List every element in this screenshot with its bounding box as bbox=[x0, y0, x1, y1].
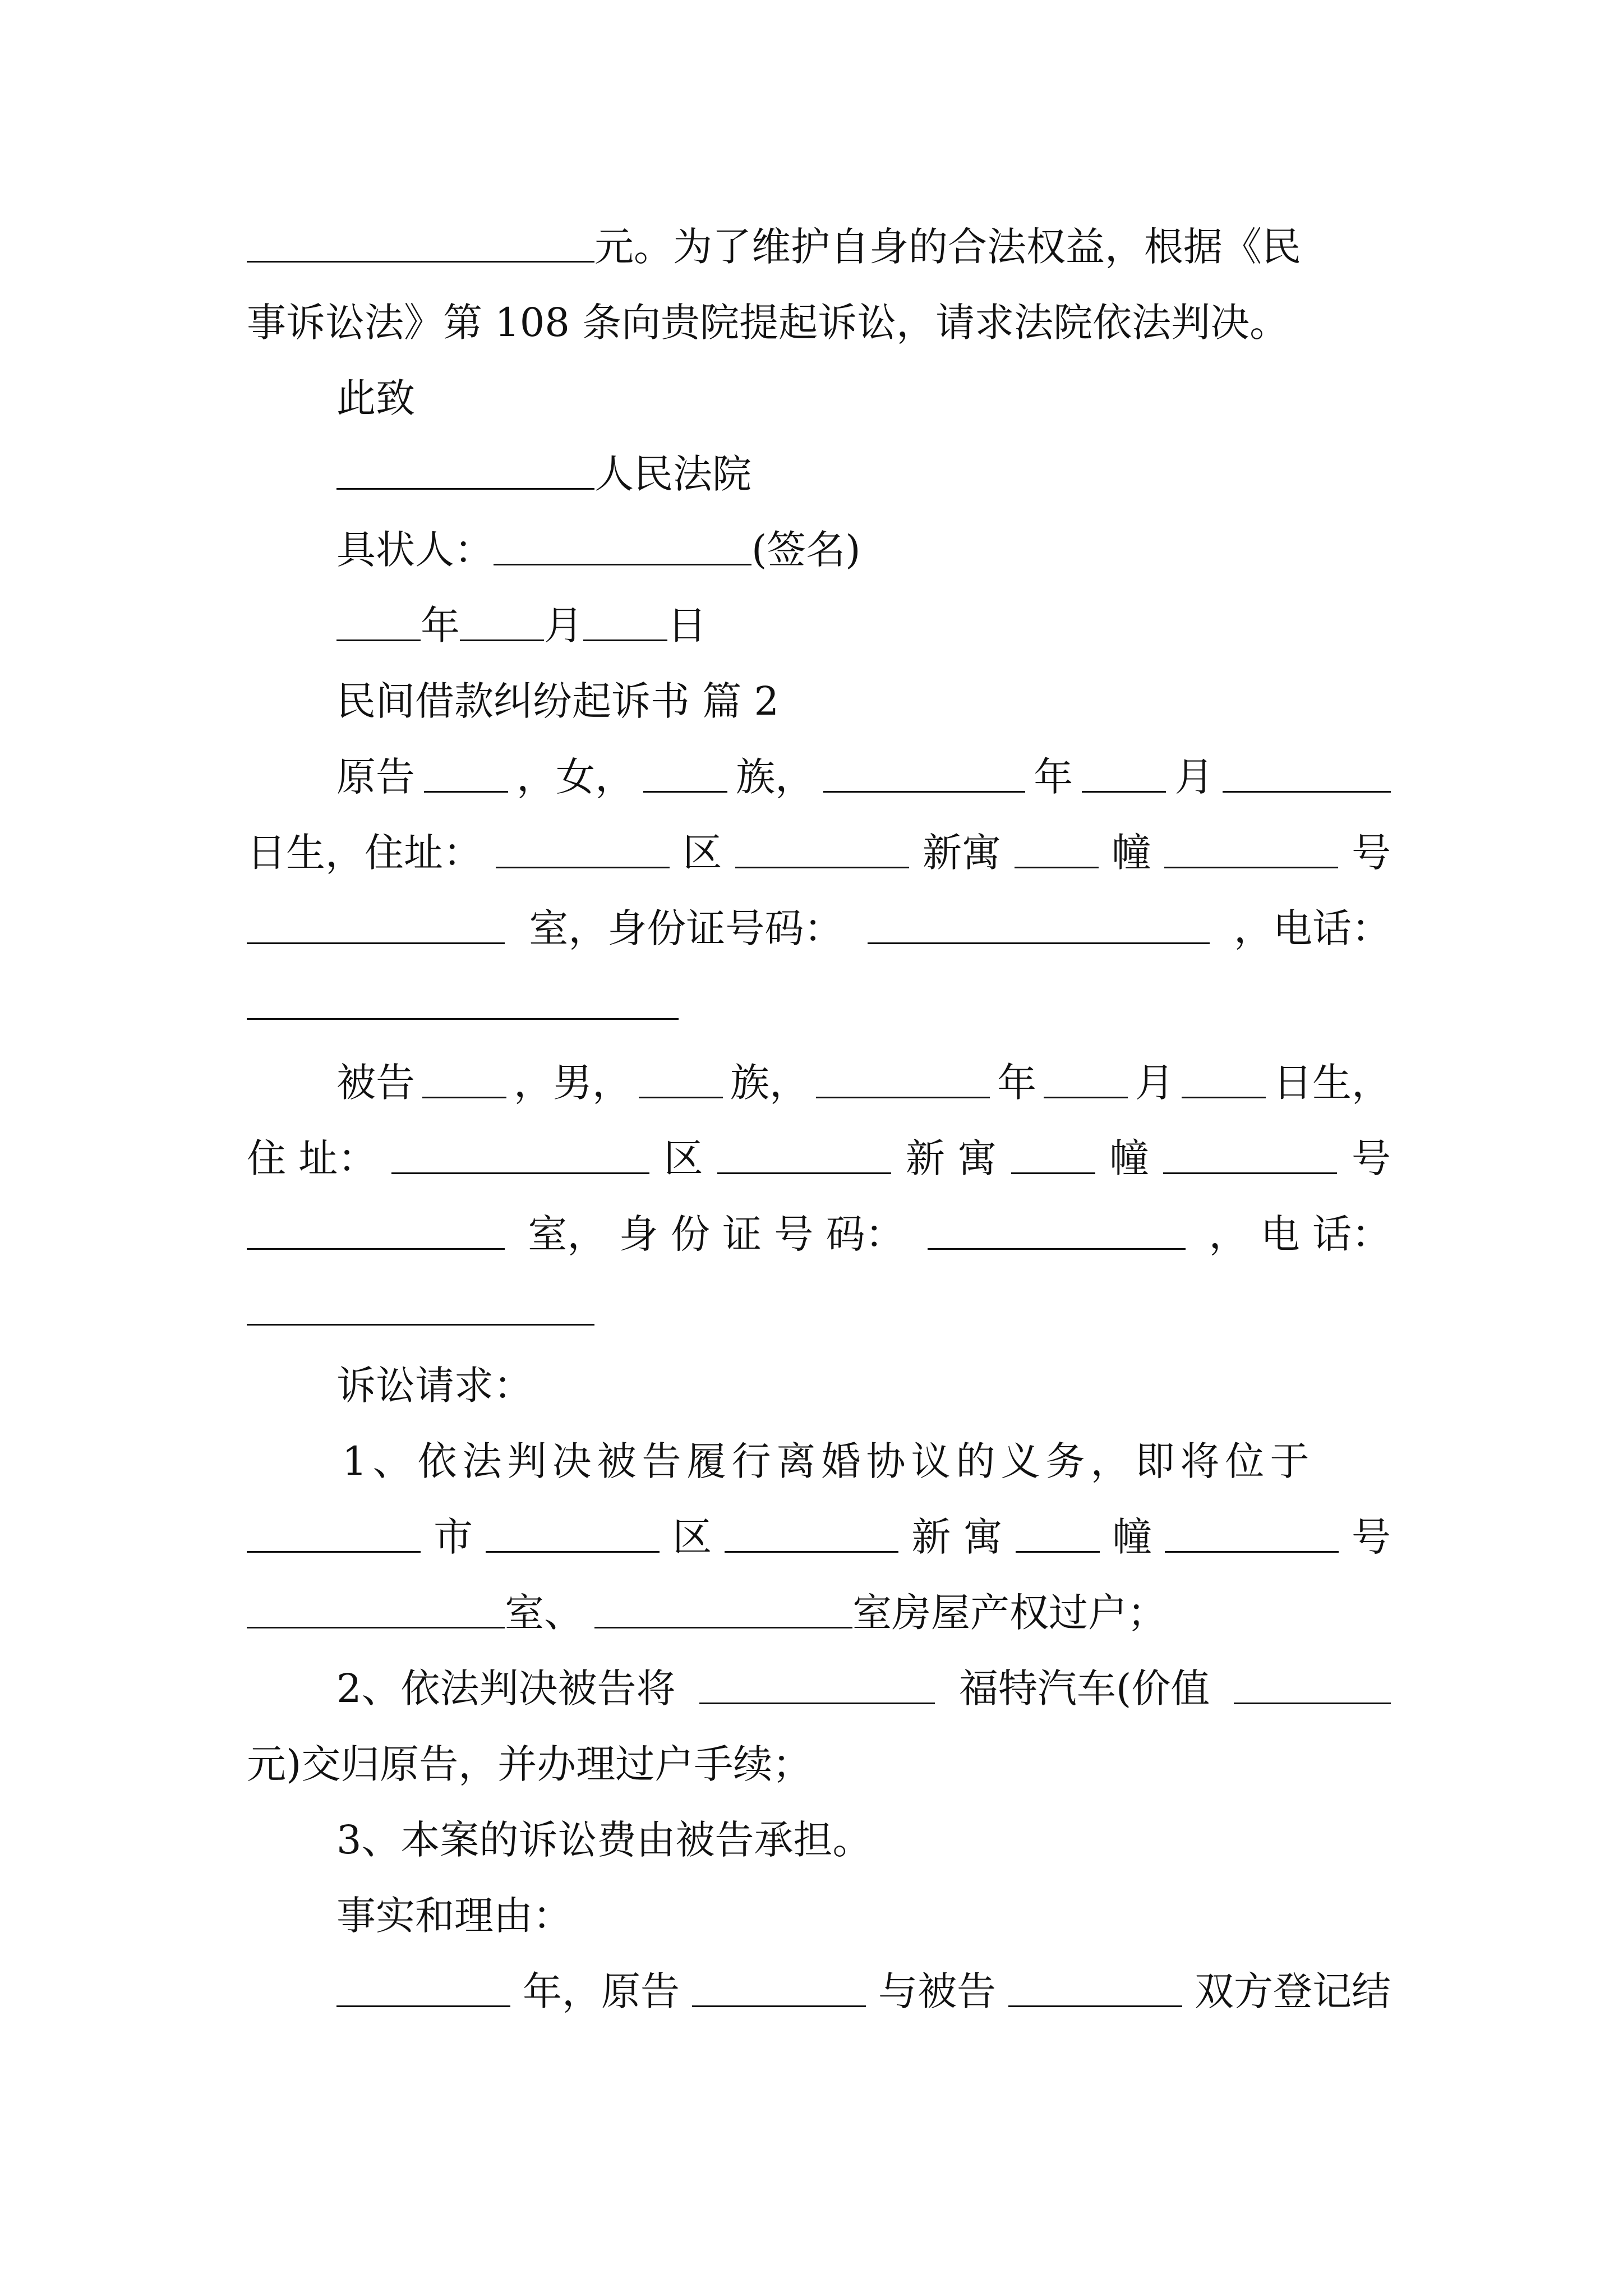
text-segment: 月 bbox=[1174, 754, 1214, 800]
text-line bbox=[247, 1130, 1391, 1192]
fill-blank bbox=[247, 1512, 421, 1553]
fill-blank bbox=[424, 752, 508, 793]
text-segment: 族， bbox=[736, 754, 815, 800]
fill-blank bbox=[816, 1057, 990, 1098]
fill-blank bbox=[1182, 1057, 1266, 1098]
text-line bbox=[247, 1282, 1391, 1343]
text-line bbox=[336, 1812, 1391, 1874]
fill-blank bbox=[583, 600, 667, 641]
text-line bbox=[247, 1585, 1391, 1646]
fill-blank bbox=[1223, 752, 1391, 793]
text-line bbox=[247, 295, 1391, 356]
fill-blank bbox=[336, 449, 594, 490]
text-segment: 2、依法判决被告将 bbox=[336, 1665, 676, 1711]
text-line bbox=[336, 673, 1391, 735]
text-segment: 年 bbox=[421, 602, 460, 648]
text-segment: 3、本案的诉讼费由被告承担。 bbox=[336, 1817, 872, 1863]
text-segment: 日生，住址： bbox=[247, 830, 482, 876]
text-segment: 室房屋产权过户； bbox=[852, 1590, 1166, 1636]
fill-blank bbox=[247, 1285, 594, 1326]
text-segment: 年 bbox=[1034, 754, 1073, 800]
fill-blank bbox=[1165, 1512, 1339, 1553]
text-line bbox=[342, 1433, 1396, 1495]
text-line bbox=[336, 1963, 1391, 2025]
text-segment: 福特汽车(价值 bbox=[958, 1665, 1210, 1711]
text-segment: 年，原告 bbox=[523, 1968, 680, 2014]
text-line bbox=[336, 1358, 1391, 1419]
text-line bbox=[336, 597, 1391, 659]
text-line bbox=[336, 1888, 1391, 1949]
text-segment: 日 bbox=[667, 602, 707, 648]
fill-blank bbox=[336, 1966, 510, 2007]
text-segment: 区 bbox=[663, 1135, 703, 1181]
fill-blank bbox=[247, 222, 594, 263]
text-segment: 室，身份证号码： bbox=[529, 905, 843, 951]
text-segment: 日生， bbox=[1273, 1060, 1391, 1106]
text-line bbox=[336, 749, 1391, 811]
text-segment: 室、 bbox=[505, 1590, 583, 1636]
text-segment: 元)交归原告，并办理过户手续； bbox=[247, 1741, 812, 1787]
text-segment: 新寓 bbox=[923, 830, 1001, 876]
fill-blank bbox=[725, 1512, 898, 1553]
text-segment: 双方登记结 bbox=[1195, 1968, 1391, 2014]
fill-blank bbox=[247, 979, 679, 1020]
fill-blank bbox=[735, 827, 909, 868]
fill-blank bbox=[1015, 827, 1099, 868]
text-segment: 号 bbox=[1352, 830, 1391, 876]
court-name: 人民法院 bbox=[594, 451, 751, 497]
text-segment: 族， bbox=[730, 1060, 809, 1106]
text-segment: 被告 bbox=[336, 1060, 415, 1106]
fill-blank bbox=[1082, 752, 1166, 793]
text-segment: 住 址： bbox=[247, 1135, 377, 1181]
text-segment: 具状人： bbox=[336, 527, 494, 573]
text-line bbox=[336, 446, 1391, 508]
text-segment: 事诉讼法》第 108 条向贵院提起诉讼，请求法院依法判决。 bbox=[247, 300, 1289, 346]
fill-blank bbox=[247, 1588, 505, 1628]
text-segment: ， 电 话： bbox=[1209, 1211, 1391, 1257]
fill-blank bbox=[494, 524, 751, 565]
text-segment: 室， 身 份 证 号 码： bbox=[528, 1211, 905, 1257]
text-segment: 幢 bbox=[1109, 1135, 1149, 1181]
fill-blank bbox=[692, 1966, 866, 2007]
text-segment: ，女， bbox=[517, 754, 635, 800]
text-segment: ，电话： bbox=[1233, 905, 1391, 951]
text-segment: 幢 bbox=[1112, 830, 1151, 876]
text-segment: 新 寓 bbox=[905, 1135, 997, 1181]
text-segment: 市 bbox=[434, 1514, 473, 1560]
text-line bbox=[247, 1206, 1391, 1268]
fill-blank bbox=[336, 600, 421, 641]
fill-blank bbox=[594, 1588, 852, 1628]
fill-blank bbox=[486, 1512, 660, 1553]
text-line bbox=[247, 219, 1391, 280]
section-heading: 诉讼请求： bbox=[336, 1363, 533, 1409]
fill-blank bbox=[247, 903, 505, 944]
text-segment: 区 bbox=[672, 1514, 712, 1560]
fill-blank bbox=[1234, 1663, 1391, 1704]
text-segment: 月 bbox=[544, 602, 583, 648]
text-segment: 1、依法判决被告履行离婚协议的义务，即将位于 bbox=[342, 1438, 1315, 1484]
fill-blank bbox=[496, 827, 670, 868]
fill-blank bbox=[1164, 827, 1338, 868]
fill-blank bbox=[1163, 1133, 1337, 1174]
text-segment: 新 寓 bbox=[911, 1514, 1003, 1560]
fill-blank bbox=[699, 1663, 935, 1704]
fill-blank bbox=[1016, 1512, 1100, 1553]
text-line bbox=[336, 522, 1391, 583]
text-segment: 号 bbox=[1351, 1514, 1391, 1560]
text-segment: 幢 bbox=[1112, 1514, 1152, 1560]
fill-blank bbox=[1008, 1966, 1182, 2007]
fill-blank bbox=[460, 600, 544, 641]
fill-blank bbox=[391, 1133, 649, 1174]
fill-blank bbox=[717, 1133, 891, 1174]
text-segment: 号 bbox=[1351, 1135, 1391, 1181]
text-segment: 区 bbox=[683, 830, 722, 876]
text-segment: 年 bbox=[997, 1060, 1036, 1106]
text-segment: 元。为了维护自身的合法权益，根据《民 bbox=[594, 224, 1301, 270]
fill-blank bbox=[928, 1209, 1186, 1250]
text-line bbox=[336, 1055, 1391, 1116]
fill-blank bbox=[639, 1057, 723, 1098]
salutation: 此致 bbox=[336, 375, 415, 421]
fill-blank bbox=[1011, 1133, 1095, 1174]
text-line bbox=[247, 825, 1391, 886]
text-line bbox=[247, 900, 1391, 962]
text-segment: 月 bbox=[1135, 1060, 1174, 1106]
text-segment: 原告 bbox=[336, 754, 415, 800]
fill-blank bbox=[823, 752, 1025, 793]
fill-blank bbox=[868, 903, 1210, 944]
section-heading: 民间借款纠纷起诉书 篇 2 bbox=[336, 678, 780, 724]
text-line bbox=[247, 1736, 1391, 1798]
text-segment: (签名) bbox=[751, 527, 861, 573]
section-heading: 事实和理由： bbox=[336, 1893, 572, 1939]
text-line bbox=[336, 370, 1391, 432]
fill-blank bbox=[422, 1057, 506, 1098]
fill-blank bbox=[1044, 1057, 1128, 1098]
text-line bbox=[247, 976, 1391, 1038]
text-segment: ，男， bbox=[514, 1060, 631, 1106]
fill-blank bbox=[247, 1209, 505, 1250]
text-segment: 与被告 bbox=[878, 1968, 996, 2014]
text-line bbox=[336, 1660, 1391, 1722]
text-line bbox=[247, 1509, 1391, 1571]
fill-blank bbox=[643, 752, 727, 793]
